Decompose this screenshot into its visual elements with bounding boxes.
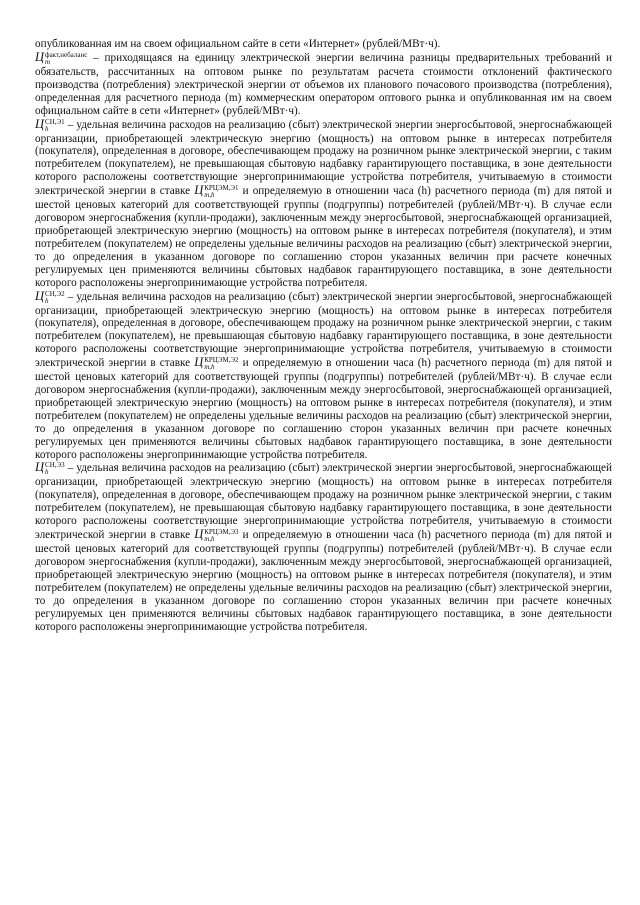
definition-text-continued: и определяемую в отношении часа (h) расчетного периода (m) для пятой и шестой ценовых категорий для соответствующей группы (подгруппы) потребителей (рублей/МВт·ч). В случае если договором энергоснабжения (купли-продажи), заключенным между энергосбытовой, энергоснабжающей организацией, приобретающей электрическую энергию (мощность) на оптовом рынке в интересах потребителя (покупателя), и этим потребителем (покупателем) не определены удельные величины расходов на реализацию (сбыт) электрической энергии, то до определения в указанном договоре по соглашению сторон указанных величин при расчете конечных регулируемых цен применяются величины сбытовых надбавок гарантирующего поставщика, в зоне деятельности которого расположены энергопринимающие устройства потребителя.: [35, 185, 612, 289]
formula-symbol-sn-e1: Ц СН,Э1 h: [35, 116, 65, 133]
formula-symbol-krcem-e1: Ц КРЦЭМ,Э1 m,h: [194, 183, 239, 200]
formula-symbol-sn-e3: Ц СН,Э3 h: [35, 460, 65, 477]
definition-sn-e2: [35, 290, 612, 462]
definition-sn-e3: [35, 461, 612, 633]
definition-text: – удельная величина расходов на реализацию (сбыт) электрической энергии энергосбытовой, энергоснабжающей организации, приобретающей электрическую энергию (мощность) на оптовом рынке в интересах потребителя (покупателя), определенная в договоре, обеспечивающем продажу на розничном рынке электрической энергии, с таким потребителем (покупателем), не превышающая сбытовую надбавку гарантирующего поставщика, в зоне деятельности которого расположены соответствующие энергопринимающие устройства потребителя, учитываемую в стоимости электрической энергии в ставке: [35, 118, 612, 198]
definition-text: – приходящаяся на единицу электрической энергии величина разницы предварительных требований и обязательств, рассчитанных на оптовом рынке по результатам расчета стоимости отклонений фактического производства (потребления) электрической энергии от объемов их планового почасового производства (потребления), определенная для расчетного периода (m) коммерческим оператором оптового рынка и опубликованная им на своем официальном сайте в сети «Интернет» (рублей/МВт·ч).: [35, 51, 612, 117]
definition-text-continued: и определяемую в отношении часа (h) расчетного периода (m) для пятой и шестой ценовых категорий для соответствующей группы (подгруппы) потребителей (рублей/МВт·ч). В случае если договором энергоснабжения (купли-продажи), заключенным между энергосбытовой, энергоснабжающей организацией, приобретающей электрическую энергию (мощность) на оптовом рынке в интересах потребителя (покупателя), и этим потребителем (покупателем) не определены удельные величины расходов на реализацию (сбыт) электрической энергии, то до определения в указанном договоре по соглашению сторон указанных величин при расчете конечных регулируемых цен применяются величины сбытовых надбавок гарантирующего поставщика, в зоне деятельности которого расположены энергопринимающие устройства потребителя.: [35, 529, 612, 633]
definition-text: – удельная величина расходов на реализацию (сбыт) электрической энергии энергосбытовой, энергоснабжающей организации, приобретающей электрическую энергию (мощность) на оптовом рынке в интересах потребителя (покупателя), определенная в договоре, обеспечивающем продажу на розничном рынке электрической энергии, с таким потребителем (покупателем), не превышающая сбытовую надбавку гарантирующего поставщика, в зоне деятельности которого расположены соответствующие энергопринимающие устройства потребителя, учитываемую в стоимости электрической энергии в ставке: [35, 462, 612, 542]
paragraph-continuation: [35, 38, 612, 51]
continuation-text: опубликованная им на своем официальном сайте в сети «Интернет» (рублей/МВт·ч).: [35, 38, 441, 50]
definition-fakt-nebalans: [35, 51, 612, 118]
formula-symbol-krcem-e3: Ц КРЦЭМ,Э3 m,h: [194, 527, 239, 544]
formula-symbol-krcem-e2: Ц КРЦЭМ,Э2 m,h: [194, 355, 239, 372]
definition-text: – удельная величина расходов на реализацию (сбыт) электрической энергии энергосбытовой, энергоснабжающей организации, приобретающей электрическую энергию (мощность) на оптовом рынке в интересах потребителя (покупателя), определенная в договоре, обеспечивающем продажу на розничном рынке электрической энергии, с таким потребителем (покупателем), не превышающая сбытовую надбавку гарантирующего поставщика, в зоне деятельности которого расположены соответствующие энергопринимающие устройства потребителя, учитываемую в стоимости электрической энергии в ставке: [35, 290, 612, 370]
formula-symbol-sn-e2: Ц СН,Э2 h: [35, 288, 65, 305]
definition-text-continued: и определяемую в отношении часа (h) расчетного периода (m) для пятой и шестой ценовых категорий для соответствующей группы (подгруппы) потребителей (рублей/МВт·ч). В случае если договором энергоснабжения (купли-продажи), заключенным между энергосбытовой, энергоснабжающей организацией, приобретающей электрическую энергию (мощность) на оптовом рынке в интересах потребителя (покупателя), и этим потребителем (покупателем) не определены удельные величины расходов на реализацию (сбыт) электрической энергии, то до определения в указанном договоре по соглашению сторон указанных величин при расчете конечных регулируемых цен применяются величины сбытовых надбавок гарантирующего поставщика, в зоне деятельности которого расположены энергопринимающие устройства потребителя.: [35, 357, 612, 461]
definition-sn-e1: [35, 118, 612, 290]
formula-symbol-fakt-nebalans: Ц факт,небаланс m: [35, 49, 88, 66]
